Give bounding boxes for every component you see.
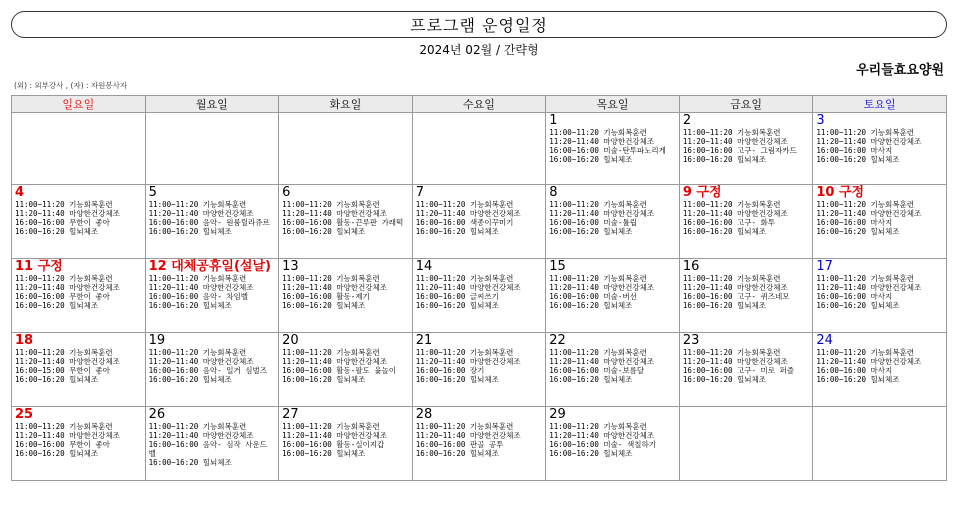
weekday-wed: 수요일 — [412, 96, 546, 113]
day-number — [683, 114, 810, 128]
schedule-entry: 11:20~11:40 마양한건강체조 — [282, 209, 388, 218]
schedule-entry: 16:00~16:00 음악- 차임벨 — [148, 292, 249, 301]
day-cell — [679, 407, 813, 481]
schedule-entry: 16:00~16:20 힐뇌체조 — [148, 458, 232, 467]
day-cell — [679, 113, 813, 185]
week-row — [12, 333, 947, 407]
day-number — [149, 334, 276, 348]
schedule-entry: 11:00~11:20 기능회복훈련 — [549, 348, 647, 357]
schedule-title-box — [11, 11, 947, 38]
day-number — [282, 334, 409, 348]
schedule-entry: 11:00~11:20 기능회복훈련 — [148, 200, 247, 209]
organization-name: 우리들효요양원 — [856, 63, 944, 78]
day-number-value: 26 — [148, 407, 166, 422]
day-number-value: 5 — [148, 185, 157, 200]
schedule-entry: 16:00~16:20 힐뇌체조 — [415, 227, 499, 236]
schedule-entry: 11:00~11:20 기능회복훈련 — [816, 348, 915, 357]
schedule-entry: 16:00~16:20 힐뇌체조 — [415, 301, 499, 310]
day-cell — [679, 185, 813, 259]
schedule-entry: 16:00~16:00 활동-제기 — [282, 292, 370, 301]
day-cell — [145, 333, 279, 407]
schedule-entry: 11:20~11:40 마양한건강체조 — [15, 431, 120, 440]
schedule-entry: 11:20~11:40 마양한건강체조 — [148, 283, 254, 292]
schedule-entry: 16:00~15:00 무한이 좋아 — [15, 366, 110, 375]
day-cell — [546, 333, 680, 407]
schedule-entry: 16:00~16:00 미술-보름달 — [549, 366, 645, 375]
week-row — [12, 259, 947, 333]
day-cell — [679, 259, 813, 333]
schedule-entry: 11:00~11:20 기능회복훈련 — [816, 128, 915, 137]
day-number — [816, 260, 943, 274]
day-number-value: 28 — [415, 407, 433, 422]
schedule-entry: 16:00~16:00 장기 — [415, 366, 485, 375]
schedule-entry: 11:20~11:40 마양한건강체조 — [415, 431, 521, 440]
day-cell — [279, 185, 413, 259]
schedule-entry: 11:00~11:20 기능회복훈련 — [15, 274, 113, 283]
schedule-entry: 16:00~16:20 힐뇌체조 — [816, 155, 900, 164]
day-cell — [546, 185, 680, 259]
day-number — [416, 334, 543, 348]
day-cell — [279, 259, 413, 333]
schedule-entry: 11:00~11:20 기능회복훈련 — [148, 422, 247, 431]
page-subtitle: 2024년 02월 / 간략형 — [419, 43, 539, 57]
day-number-value: 10 — [816, 185, 835, 200]
day-number-value: 17 — [816, 259, 833, 274]
day-cell — [279, 113, 413, 185]
schedule-entry: 11:00~11:20 기능회복훈련 — [682, 128, 781, 137]
schedule-entry: 16:00~16:00 음악- 심작 사운드 벨 — [148, 440, 268, 458]
schedule-entry: 16:00~16:20 힐뇌체조 — [549, 301, 633, 310]
day-cell — [546, 259, 680, 333]
schedule-entry: 11:00~11:20 기능회복훈련 — [15, 200, 113, 209]
schedule-entry: 16:00~16:00 고구- 미로 퍼즐 — [682, 366, 795, 375]
day-number — [149, 260, 276, 274]
day-number — [149, 408, 276, 422]
legend-note: (외) : 외부강사 , (자) : 자원봉사자 — [14, 81, 128, 90]
schedule-entry: 11:20~11:40 마양한건강체조 — [682, 137, 788, 146]
day-number-value: 11 — [15, 259, 34, 274]
schedule-entry: 16:00~16:00 고구- 화투 — [682, 218, 776, 227]
schedule-entry: 16:00~16:00 무한이 좋아 — [15, 292, 110, 301]
day-cell — [813, 407, 947, 481]
day-cell — [546, 113, 680, 185]
day-number — [15, 408, 142, 422]
day-cell — [279, 333, 413, 407]
day-cell — [12, 259, 146, 333]
day-cell — [12, 333, 146, 407]
schedule-entry: 11:00~11:20 기능회복훈련 — [148, 274, 247, 283]
schedule-entry: 11:00~11:20 기능회복훈련 — [415, 422, 514, 431]
schedule-entry: 11:20~11:40 마양한건강체조 — [816, 209, 922, 218]
day-cell — [412, 113, 546, 185]
day-number-value: 14 — [415, 259, 433, 274]
schedule-entry: 16:00~16:20 힐뇌체조 — [682, 155, 766, 164]
schedule-entry: 11:00~11:20 기능회복훈련 — [415, 274, 514, 283]
schedule-entry: 16:00~16:20 힐뇌체조 — [549, 375, 633, 384]
schedule-entry: 16:00~16:00 마사지 — [816, 218, 893, 227]
schedule-entry: 16:00~16:00 활동-끈루판 가래떡 — [282, 218, 404, 227]
schedule-entry: 11:20~11:40 마양한건강체조 — [816, 283, 922, 292]
day-number-value: 9 — [682, 185, 692, 200]
day-number-value: 15 — [549, 259, 566, 274]
schedule-entry: 11:00~11:20 기능회복훈련 — [15, 422, 113, 431]
day-number-value: 7 — [415, 185, 424, 200]
day-number-value: 12 — [148, 259, 167, 274]
day-number — [816, 334, 943, 348]
day-cell — [145, 407, 279, 481]
schedule-entry: 11:20~11:40 마양한건강체조 — [682, 283, 788, 292]
schedule-entry: 11:00~11:20 기능회복훈련 — [549, 422, 647, 431]
weekday-mon: 월요일 — [145, 96, 279, 113]
holiday-label: 구정 — [696, 185, 722, 200]
day-number-value: 13 — [282, 259, 299, 274]
day-cell — [12, 113, 146, 185]
day-cell — [145, 113, 279, 185]
schedule-entry: 11:20~11:40 마양한건강체조 — [148, 209, 254, 218]
day-number-value: 16 — [682, 259, 700, 274]
day-number-value: 23 — [682, 333, 700, 348]
week-row — [12, 407, 947, 481]
holiday-label: 구정 — [839, 185, 865, 200]
schedule-entry: 16:00~16:20 힐뇌체조 — [549, 155, 633, 164]
day-number — [416, 260, 543, 274]
day-number-value: 21 — [415, 333, 433, 348]
day-number-value: 24 — [816, 333, 833, 348]
schedule-entry: 11:20~11:40 마양한건강체조 — [816, 357, 922, 366]
week-row — [12, 113, 947, 185]
schedule-entry: 11:20~11:40 마양한건강체조 — [282, 357, 388, 366]
day-number-value: 25 — [15, 407, 34, 422]
weekday-thu: 목요일 — [546, 96, 680, 113]
schedule-entry: 16:00~16:00 무한이 좋아 — [15, 218, 110, 227]
schedule-entry: 16:00~16:00 활동-실이지갑 — [282, 440, 385, 449]
day-number — [282, 408, 409, 422]
schedule-entry: 16:00~16:20 힐뇌체조 — [15, 301, 99, 310]
day-cell — [145, 259, 279, 333]
weekday-sun: 일요일 — [12, 96, 146, 113]
day-number — [15, 186, 142, 200]
schedule-entry: 11:20~11:40 마양한건강체조 — [415, 209, 521, 218]
schedule-entry: 16:00~16:00 무한이 좋아 — [15, 440, 110, 449]
page-title: 프로그램 운영일정 — [410, 16, 548, 35]
schedule-entry: 16:00~16:00 마사지 — [816, 146, 893, 155]
day-cell — [412, 407, 546, 481]
weekday-header-row — [12, 96, 947, 113]
schedule-entry: 16:00~16:20 힐뇌체조 — [682, 375, 766, 384]
schedule-entry: 16:00~16:20 힐뇌체조 — [816, 227, 900, 236]
schedule-entry: 16:00~16:00 마사지 — [816, 292, 893, 301]
day-cell — [12, 185, 146, 259]
schedule-entry: 11:00~11:20 기능회복훈련 — [282, 348, 380, 357]
schedule-entry: 11:20~11:40 마양한건강체조 — [682, 209, 788, 218]
schedule-entry: 11:00~11:20 기능회복훈련 — [682, 348, 781, 357]
weekday-tue: 화요일 — [279, 96, 413, 113]
schedule-entry: 11:20~11:40 마양한건강체조 — [682, 357, 788, 366]
schedule-entry: 11:20~11:40 마양한건강체조 — [148, 357, 254, 366]
day-number — [816, 114, 943, 128]
holiday-label: 대체공휴일(설날) — [171, 259, 271, 274]
schedule-entry: 16:00~16:00 글씨쓰기 — [415, 292, 499, 301]
schedule-entry: 16:00~16:00 미술-튤립 — [549, 218, 637, 227]
day-number-value: 6 — [282, 185, 291, 200]
day-cell — [412, 333, 546, 407]
schedule-entry: 16:00~16:00 미술- 색칠하기 — [549, 440, 656, 449]
schedule-entry: 16:00~16:00 판골 공투 — [415, 440, 504, 449]
schedule-entry: 16:00~16:20 힐뇌체조 — [282, 375, 366, 384]
day-number — [549, 334, 676, 348]
day-number-value: 18 — [15, 333, 34, 348]
schedule-entry: 11:20~11:40 마양한건강체조 — [549, 357, 655, 366]
schedule-entry: 16:00~16:20 힐뇌체조 — [148, 227, 232, 236]
calendar-table — [11, 95, 947, 481]
day-number — [683, 260, 810, 274]
schedule-entry: 11:00~11:20 기능회복훈련 — [549, 200, 647, 209]
schedule-entry: 16:00~16:00 고구- 퀴즈네모 — [682, 292, 790, 301]
schedule-entry: 11:00~11:20 기능회복훈련 — [15, 348, 113, 357]
schedule-entry: 11:00~11:20 기능회복훈련 — [549, 274, 647, 283]
schedule-entry: 11:20~11:40 마양한건강체조 — [15, 357, 120, 366]
schedule-entry: 11:00~11:20 기능회복훈련 — [415, 200, 514, 209]
schedule-entry: 11:00~11:20 기능회복훈련 — [282, 200, 380, 209]
schedule-entry: 16:00~16:20 힐뇌체조 — [415, 449, 499, 458]
schedule-entry: 16:00~16:20 힐뇌체조 — [682, 227, 766, 236]
week-row — [12, 185, 947, 259]
schedule-entry: 16:00~16:20 힐뇌체조 — [415, 375, 499, 384]
day-number — [282, 260, 409, 274]
day-number-value: 29 — [549, 407, 566, 422]
schedule-entry: 11:00~11:20 기능회복훈련 — [682, 274, 781, 283]
day-number-value: 27 — [282, 407, 299, 422]
schedule-entry: 11:20~11:40 마양한건강체조 — [15, 283, 120, 292]
schedule-entry: 16:00~16:00 음악- 일거 심벌즈 — [148, 366, 268, 375]
schedule-entry: 16:00~16:00 미술-탄투파노리게 — [549, 146, 666, 155]
schedule-entry: 16:00~16:20 힐뇌체조 — [15, 375, 99, 384]
schedule-entry: 11:20~11:40 마양한건강체조 — [148, 431, 254, 440]
day-number-value: 4 — [15, 185, 25, 200]
schedule-entry: 11:00~11:20 기능회복훈련 — [549, 128, 647, 137]
schedule-entry: 11:20~11:40 마양한건강체조 — [15, 209, 120, 218]
schedule-entry: 16:00~16:00 미술-버선 — [549, 292, 637, 301]
schedule-entry: 11:20~11:40 마양한건강체조 — [282, 431, 388, 440]
schedule-entry: 16:00~16:00 고구- 그림자카드 — [682, 146, 797, 155]
day-number — [282, 186, 409, 200]
day-number-value: 22 — [549, 333, 566, 348]
day-number-value: 2 — [682, 113, 692, 128]
schedule-entry: 16:00~16:20 힐뇌체조 — [282, 301, 366, 310]
schedule-entry: 16:00~16:20 힐뇌체조 — [816, 301, 900, 310]
day-cell — [679, 333, 813, 407]
day-cell — [546, 407, 680, 481]
day-number-value: 20 — [282, 333, 299, 348]
day-cell — [279, 407, 413, 481]
schedule-entry: 11:20~11:40 마양한건강체조 — [549, 283, 655, 292]
day-cell — [813, 333, 947, 407]
schedule-entry: 16:00~16:20 힐뇌체조 — [282, 227, 366, 236]
day-number-value: 8 — [549, 185, 558, 200]
day-number-value: 19 — [148, 333, 166, 348]
schedule-entry: 16:00~16:20 힐뇌체조 — [148, 375, 232, 384]
schedule-entry: 11:00~11:20 기능회복훈련 — [282, 274, 380, 283]
day-number-value: 1 — [549, 113, 558, 128]
schedule-entry: 11:20~11:40 마양한건강체조 — [816, 137, 922, 146]
weekday-fri: 금요일 — [679, 96, 813, 113]
schedule-entry: 16:00~16:20 힐뇌체조 — [282, 449, 366, 458]
day-number — [149, 186, 276, 200]
day-number — [683, 186, 810, 200]
schedule-entry: 16:00~16:20 힐뇌체조 — [549, 227, 633, 236]
schedule-entry: 11:00~11:20 기능회복훈련 — [415, 348, 514, 357]
schedule-entry: 16:00~16:20 힐뇌체조 — [682, 301, 766, 310]
schedule-entry: 11:20~11:40 마양한건강체조 — [282, 283, 388, 292]
day-number — [416, 408, 543, 422]
schedule-entry: 11:00~11:20 기능회복훈련 — [816, 274, 915, 283]
schedule-entry: 11:00~11:20 기능회복훈련 — [148, 348, 247, 357]
schedule-entry: 11:00~11:20 기능회복훈련 — [282, 422, 380, 431]
day-number — [549, 114, 676, 128]
schedule-entry: 16:00~16:00 활동-팔도 윷놀이 — [282, 366, 397, 375]
schedule-entry: 11:00~11:20 기능회복훈련 — [682, 200, 781, 209]
day-number — [15, 260, 142, 274]
schedule-entry: 11:20~11:40 마양한건강체조 — [415, 283, 521, 292]
schedule-entry: 16:00~16:20 힐뇌체조 — [15, 227, 99, 236]
day-number — [416, 186, 543, 200]
schedule-entry: 11:20~11:40 마양한건강체조 — [549, 137, 655, 146]
schedule-entry: 16:00~16:20 힐뇌체조 — [549, 449, 633, 458]
day-number — [816, 186, 943, 200]
day-number — [15, 334, 142, 348]
schedule-entry: 16:00~16:00 색종이꾸미기 — [415, 218, 514, 227]
schedule-entry: 11:20~11:40 마양한건강체조 — [415, 357, 521, 366]
day-cell — [412, 185, 546, 259]
schedule-entry: 11:20~11:40 마양한건강체조 — [549, 431, 655, 440]
schedule-entry: 16:00~16:20 힐뇌체조 — [15, 449, 99, 458]
day-number — [549, 186, 676, 200]
schedule-entry: 16:00~16:00 마사지 — [816, 366, 893, 375]
day-cell — [813, 259, 947, 333]
day-cell — [145, 185, 279, 259]
schedule-entry: 11:20~11:40 마양한건강체조 — [549, 209, 655, 218]
day-number — [683, 334, 810, 348]
day-cell — [412, 259, 546, 333]
schedule-entry: 16:00~16:00 음악- 원룸릴라쥬르 — [148, 218, 270, 227]
weekday-sat: 토요일 — [813, 96, 947, 113]
day-number — [549, 260, 676, 274]
schedule-entry: 11:00~11:20 기능회복훈련 — [816, 200, 915, 209]
holiday-label: 구정 — [37, 259, 63, 274]
day-number — [549, 408, 676, 422]
day-cell — [12, 407, 146, 481]
schedule-entry: 16:00~16:20 힐뇌체조 — [148, 301, 232, 310]
day-cell — [813, 185, 947, 259]
day-cell — [813, 113, 947, 185]
day-number-value: 3 — [816, 113, 825, 128]
schedule-entry: 16:00~16:20 힐뇌체조 — [816, 375, 900, 384]
